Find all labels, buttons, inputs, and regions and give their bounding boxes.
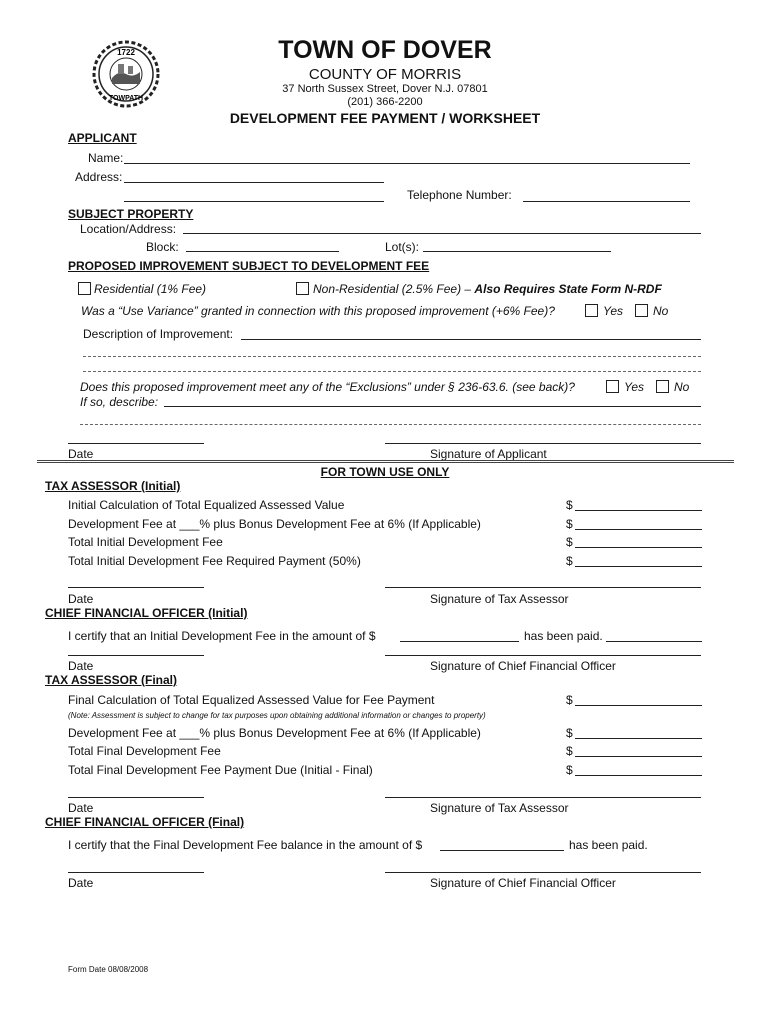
- tax-initial-date-label: Date: [68, 592, 94, 606]
- cfo-final-date-line[interactable]: [68, 872, 204, 873]
- cfo-initial-text-b: has been paid.: [524, 629, 603, 643]
- tax-initial-date-line[interactable]: [68, 587, 204, 588]
- exclusions-question: Does this proposed improvement meet any of the “Exclusions” under § 236-63.6. (see back)?: [80, 380, 575, 394]
- town-name: TOWN OF DOVER: [278, 36, 492, 64]
- cfo-initial-extra-line[interactable]: [606, 641, 702, 642]
- tax-initial-row: Development Fee at ___% plus Bonus Development Fee at 6% (If Applicable): [68, 517, 481, 531]
- block-label: Block:: [146, 240, 179, 254]
- tax-initial-row: Total Initial Development Fee: [68, 535, 223, 549]
- tax-final-first-row: Final Calculation of Total Equalized Assessed Value for Fee Payment: [68, 693, 435, 707]
- cfo-final-amount[interactable]: [440, 850, 564, 851]
- exclusions-yes-label: Yes: [624, 380, 645, 394]
- seal-year: 1722: [117, 48, 135, 57]
- cfo-final-date-label: Date: [68, 876, 94, 890]
- cfo-final-heading: CHIEF FINANCIAL OFFICER (Final): [45, 815, 245, 829]
- variance-yes-label: Yes: [603, 304, 624, 318]
- tax-final-signature-label: Signature of Tax Assessor: [430, 801, 569, 815]
- tax-final-row: Total Final Development Fee: [68, 744, 221, 758]
- town-use-heading: FOR TOWN USE ONLY: [320, 465, 450, 479]
- cfo-initial-text-a: I certify that an Initial Development Fee in the amount of $: [68, 629, 376, 643]
- tax-initial-amount-4[interactable]: [575, 566, 702, 567]
- exclusions-yes-checkbox[interactable]: [606, 380, 619, 393]
- tax-initial-signature-label: Signature of Tax Assessor: [430, 592, 569, 606]
- cfo-final-signature-line[interactable]: [385, 872, 701, 873]
- cfo-initial-amount[interactable]: [400, 641, 519, 642]
- tax-initial-amount-2[interactable]: [575, 529, 702, 530]
- nonresidential-checkbox[interactable]: [296, 282, 309, 295]
- cfo-final-signature-label: Signature of Chief Financial Officer: [430, 876, 616, 890]
- name-field[interactable]: [124, 163, 690, 164]
- seal-bottom: TOWPATH: [108, 95, 144, 102]
- subject-property-heading: SUBJECT PROPERTY: [68, 207, 194, 221]
- tax-initial-dollar: $: [566, 498, 573, 512]
- tax-initial-heading: TAX ASSESSOR (Initial): [45, 479, 181, 493]
- tax-final-signature-line[interactable]: [385, 797, 701, 798]
- tax-initial-amount-1[interactable]: [575, 510, 702, 511]
- nonresidential-note: Also Requires State Form N-RDF: [474, 282, 662, 296]
- description-label: Description of Improvement:: [83, 327, 234, 341]
- tax-final-date-line[interactable]: [68, 797, 204, 798]
- tax-initial-dollar: $: [566, 535, 573, 549]
- cfo-initial-date-label: Date: [68, 659, 94, 673]
- cfo-final-text-b: has been paid.: [569, 838, 648, 852]
- name-label: Name:: [88, 151, 124, 165]
- tax-initial-dollar: $: [566, 517, 573, 531]
- tax-final-dollar: $: [566, 726, 573, 740]
- address-label: Address:: [75, 170, 123, 184]
- tax-initial-row: Total Initial Development Fee Required Payment (50%): [68, 554, 361, 568]
- variance-no-label: No: [653, 304, 669, 318]
- residential-checkbox[interactable]: [78, 282, 91, 295]
- telephone-field[interactable]: [523, 201, 690, 202]
- variance-no-checkbox[interactable]: [635, 304, 648, 317]
- block-field[interactable]: [186, 251, 339, 252]
- tax-final-amount-4[interactable]: [575, 775, 702, 776]
- applicant-signature-label: Signature of Applicant: [430, 447, 547, 461]
- cfo-initial-signature-label: Signature of Chief Financial Officer: [430, 659, 616, 673]
- tax-initial-row: Initial Calculation of Total Equalized Assessed Value: [68, 498, 345, 512]
- tax-final-heading: TAX ASSESSOR (Final): [45, 673, 178, 687]
- address-field[interactable]: [124, 182, 384, 183]
- location-label: Location/Address:: [80, 222, 177, 236]
- improvement-heading: PROPOSED IMPROVEMENT SUBJECT TO DEVELOPMENT FEE: [68, 259, 430, 273]
- cfo-initial-signature-line[interactable]: [385, 655, 701, 656]
- telephone-label: Telephone Number:: [407, 188, 512, 202]
- location-field[interactable]: [183, 233, 701, 234]
- tax-final-dollar: $: [566, 763, 573, 777]
- tax-final-note: (Note: Assessment is subject to change for tax purposes upon obtaining additional information or changes to property): [68, 711, 486, 720]
- tax-final-row: Total Final Development Fee Payment Due (Initial - Final): [68, 763, 373, 777]
- nonresidential-text: Non-Residential (2.5% Fee) –: [313, 282, 475, 296]
- applicant-heading: APPLICANT: [68, 131, 137, 145]
- applicant-signature-line[interactable]: [385, 443, 701, 444]
- description-line-2[interactable]: [83, 356, 701, 357]
- form-date: Form Date 08/08/2008: [68, 965, 149, 974]
- tax-final-amount-2[interactable]: [575, 738, 702, 739]
- if-so-label: If so, describe:: [80, 395, 159, 409]
- lots-label: Lot(s):: [385, 240, 420, 254]
- cfo-initial-date-line[interactable]: [68, 655, 204, 656]
- lots-field[interactable]: [423, 251, 611, 252]
- if-so-field[interactable]: [164, 406, 701, 407]
- tax-final-dollar: $: [566, 693, 573, 707]
- form-title: DEVELOPMENT FEE PAYMENT / WORKSHEET: [229, 110, 541, 126]
- applicant-date-line[interactable]: [68, 443, 204, 444]
- tax-final-row: Development Fee at ___% plus Bonus Development Fee at 6% (If Applicable): [68, 726, 481, 740]
- description-line-3[interactable]: [83, 371, 701, 372]
- tax-final-amount-1[interactable]: [575, 705, 702, 706]
- nonresidential-label: [313, 283, 662, 295]
- tax-final-date-label: Date: [68, 801, 94, 815]
- cfo-initial-heading: CHIEF FINANCIAL OFFICER (Initial): [45, 606, 248, 620]
- section-divider: [37, 460, 734, 463]
- town-phone: (201) 366-2200: [347, 96, 423, 108]
- description-field[interactable]: [241, 339, 701, 340]
- town-address: 37 North Sussex Street, Dover N.J. 07801: [282, 83, 488, 95]
- variance-question: Was a “Use Variance” granted in connection with this proposed improvement (+6% Fee)?: [81, 304, 555, 318]
- tax-initial-signature-line[interactable]: [385, 587, 701, 588]
- variance-yes-checkbox[interactable]: [585, 304, 598, 317]
- cfo-final-text-a: I certify that the Final Development Fee balance in the amount of $: [68, 838, 423, 852]
- tax-initial-dollar: $: [566, 554, 573, 568]
- if-so-line-2[interactable]: [80, 424, 701, 425]
- applicant-date-label: Date: [68, 447, 94, 461]
- tax-final-amount-3[interactable]: [575, 756, 702, 757]
- exclusions-no-checkbox[interactable]: [656, 380, 669, 393]
- exclusions-no-label: No: [674, 380, 690, 394]
- tax-initial-amount-3[interactable]: [575, 547, 702, 548]
- address-field-line2[interactable]: [124, 201, 384, 202]
- tax-final-dollar: $: [566, 744, 573, 758]
- county-name: COUNTY OF MORRIS: [308, 66, 462, 83]
- residential-label: Residential (1% Fee): [94, 282, 207, 296]
